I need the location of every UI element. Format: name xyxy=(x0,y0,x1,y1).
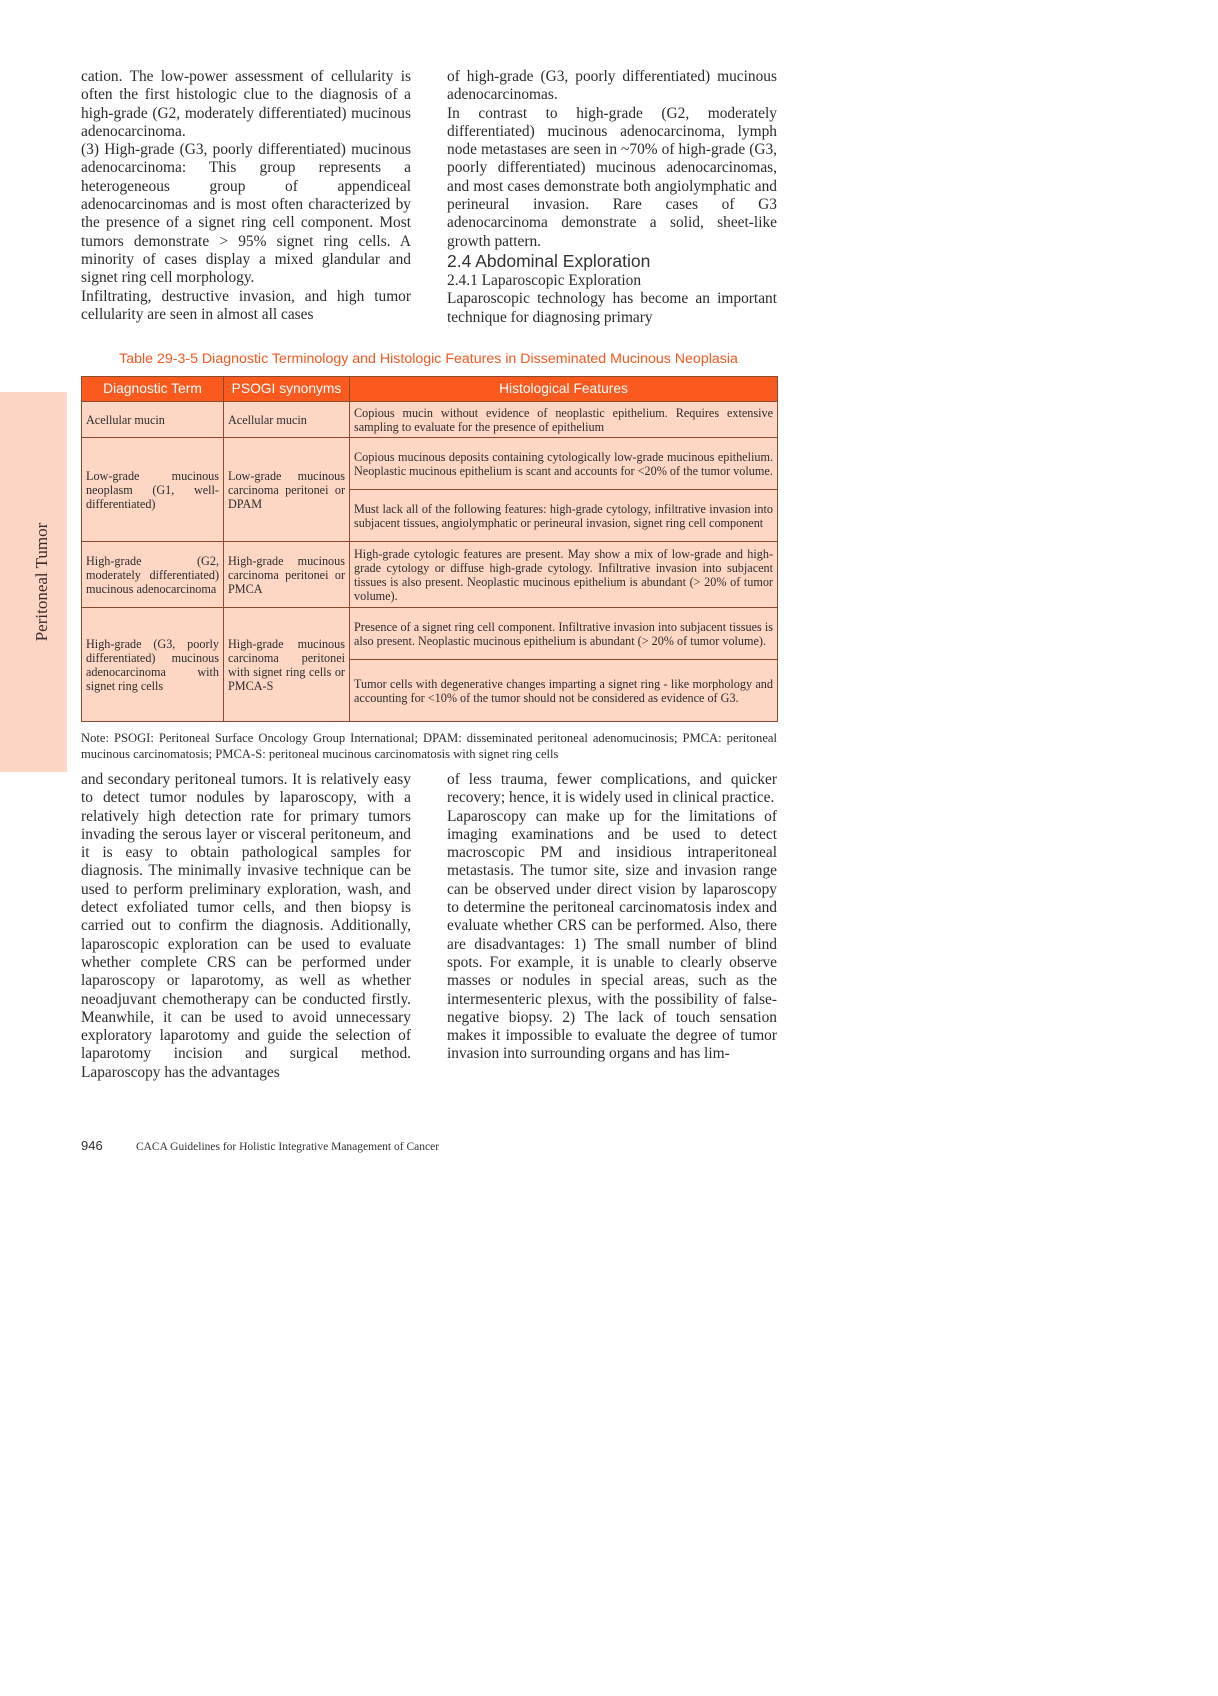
cell-term: High-grade (G3, poorly differentiated) mucinous adenocarcinoma with signet ring cells xyxy=(82,608,224,722)
paragraph: (3) High-grade (G3, poorly differentiated) mucinous adenocarcinoma: This group represents a heterogeneous group of appendiceal adenocarcinomas and is most often characterized by the presence of a signet ring cell component. Most tumors demonstrate > 95% signet ring cells. A minority of cases display a mixed glandular and signet ring cell morphology. xyxy=(81,141,411,287)
table-row xyxy=(82,608,778,660)
page-footer xyxy=(81,1138,439,1154)
top-left-column xyxy=(81,68,411,324)
table-row xyxy=(82,402,778,438)
table-header-row xyxy=(82,377,778,402)
cell-features: Copious mucin without evidence of neoplastic epithelium. Requires extensive sampling to evaluate for the presence of epithelium xyxy=(350,402,778,438)
table-row xyxy=(82,438,778,490)
table-note: Note: PSOGI: Peritoneal Surface Oncology Group International; DPAM: disseminated peritoneal adenomucinosis; PMCA: peritoneal mucinous carcinomatosis; PMCA-S: peritoneal mucinous carcinomatosis with signet ring cells xyxy=(81,731,777,761)
cell-synonym: High-grade mucinous carcinoma peritonei or PMCA xyxy=(224,542,350,608)
cell-synonym: Low-grade mucinous carcinoma peritonei or DPAM xyxy=(224,438,350,542)
cell-synonym: Acellular mucin xyxy=(224,402,350,438)
cell-features: Presence of a signet ring cell component. Infiltrative invasion into subjacent tissues is also present. Neoplastic mucinous epithelium is abundant (> 20% of tumor volume). xyxy=(350,608,778,660)
cell-features: Tumor cells with degenerative changes imparting a signet ring - like morphology and accounting for <10% of the tumor should not be considered as evidence of G3. xyxy=(350,660,778,722)
header-psogi-synonyms: PSOGI synonyms xyxy=(224,377,350,402)
histology-table xyxy=(81,376,778,722)
paragraph: Infiltrating, destructive invasion, and high tumor cellularity are seen in almost all cases xyxy=(81,287,411,323)
paragraph: In contrast to high-grade (G2, moderately differentiated) mucinous adenocarcinoma, lymph node metastases are seen in ~70% of high-grade (G3, poorly differentiated) mucinous adenocarcinomas, and most cases demonstrate both angiolymphatic and perineural invasion. Rare cases of G3 adenocarcinoma demonstrate a solid, sheet-like growth pattern. xyxy=(447,104,777,250)
subsection-heading: 2.4.1 Laparoscopic Exploration xyxy=(447,271,642,289)
paragraph: of less trauma, fewer complications, and quicker recovery; hence, it is widely used in clinical practice. xyxy=(447,771,777,807)
cell-features: Must lack all of the following features: high-grade cytology, infiltrative invasion into subjacent tissues, angiolymphatic or perineural invasion, signet ring cell component xyxy=(350,490,778,542)
bottom-left-column xyxy=(81,771,411,1082)
cell-features: Copious mucinous deposits containing cytologically low-grade mucinous epithelium. Neoplastic mucinous epithelium is scant and accounts for <20% of the tumor volume. xyxy=(350,438,778,490)
table-caption: Table 29-3-5 Diagnostic Terminology and Histologic Features in Disseminated Mucinous Neoplasia xyxy=(119,351,738,367)
page-number: 946 xyxy=(81,1138,103,1153)
paragraph: of high-grade (G3, poorly differentiated) mucinous adenocarcinomas. xyxy=(447,68,777,104)
side-tab-label: Peritoneal Tumor xyxy=(32,522,51,642)
paragraph: and secondary peritoneal tumors. It is relatively easy to detect tumor nodules by laparoscopy, with a relatively high detection rate for primary tumors invading the serous layer or visceral peritoneum, and it is easy to obtain pathological samples for diagnosis. The minimally invasive technique can be used to perform preliminary exploration, wash, and detect exfoliated tumor cells, and then biopsy is carried out to confirm the diagnosis. Additionally, laparoscopic exploration can be used to evaluate whether complete CRS can be performed under laparoscopy or laparotomy, as well as whether neoadjuvant chemotherapy can be conducted firstly. Meanwhile, it can be used to avoid unnecessary exploratory laparotomy and guide the selection of laparotomy incision and surgical method. Laparoscopy has the advantages xyxy=(81,771,411,1081)
table-row xyxy=(82,542,778,608)
paragraph: cation. The low-power assessment of cellularity is often the first histologic clue to the diagnosis of a high-grade (G2, moderately differentiated) mucinous adenocarcinoma. xyxy=(81,68,411,140)
book-title: CACA Guidelines for Holistic Integrative Management of Cancer xyxy=(135,1141,440,1153)
paragraph: Laparoscopic technology has become an important technique for diagnosing primary xyxy=(447,290,777,326)
cell-term: High-grade (G2, moderately differentiated) mucinous adenocarcinoma xyxy=(82,542,224,608)
cell-term: Acellular mucin xyxy=(82,402,224,438)
paragraph: Laparoscopy can make up for the limitations of imaging examinations and be used to detect macroscopic PM and insidious intraperitoneal metastasis. The tumor site, size and invasion range can be observed under direct vision by laparoscopy to determine the peritoneal carcinomatosis index and evaluate whether CRS can be performed. Also, there are disadvantages: 1) The small number of blind spots. For example, it is unable to clearly observe masses or nodules in special areas, such as the intermesenteric plexus, with the possibility of false-negative biopsy. 2) The lack of touch sensation makes it impossible to evaluate the degree of tumor invasion into surrounding organs and has lim- xyxy=(447,807,777,1063)
section-heading: 2.4 Abdominal Exploration xyxy=(447,250,651,271)
header-diagnostic-term: Diagnostic Term xyxy=(82,377,224,402)
cell-term: Low-grade mucinous neoplasm (G1, well-differentiated) xyxy=(82,438,224,542)
bottom-right-column xyxy=(447,771,777,1064)
cell-features: High-grade cytologic features are present. May show a mix of low-grade and high-grade cytology or diffuse high-grade cytology. Infiltrative invasion into subjacent tissues is also present. Neoplastic mucinous epithelium is abundant (> 20% of tumor volume). xyxy=(350,542,778,608)
header-histological-features: Histological Features xyxy=(350,377,778,402)
cell-synonym: High-grade mucinous carcinoma peritonei with signet ring cells or PMCA-S xyxy=(224,608,350,722)
top-right-column xyxy=(447,68,777,327)
